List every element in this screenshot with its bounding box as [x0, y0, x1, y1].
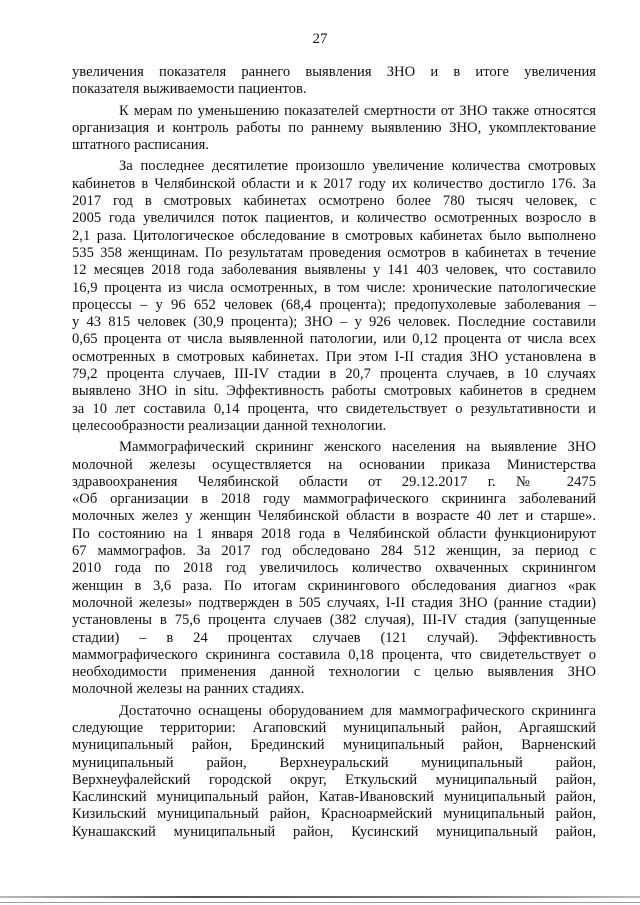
text-line: необходимости применения данной технологии с целью выявления ЗНО: [72, 664, 596, 681]
paragraph-4: [72, 439, 596, 698]
text-line: установлены в 75,6 процента случаев (382 случая), III-IV стадия (запущенные: [72, 612, 596, 629]
text-line: По состоянию на 1 января 2018 года в Челябинской области функционируют: [72, 525, 596, 542]
text-line: За последнее десятилетие произошло увеличение количества смотровых: [119, 158, 596, 175]
text-line: 16,9 процента из числа осмотренных, в том числе: хронические патологические: [72, 279, 596, 296]
text-line: организация и контроль работы по раннему выявлению ЗНО, укомплектование: [72, 119, 596, 136]
text-line: стадии) – в 24 процентах случаев (121 случай). Эффективность: [72, 629, 596, 646]
page-number: 27: [312, 31, 328, 47]
text-line: следующие территории: Агаповский муниципальный район, Аргаяшский: [72, 719, 596, 736]
document-body: [72, 64, 596, 841]
text-line: К мерам по уменьшению показателей смертности от ЗНО также относятся: [119, 102, 596, 119]
text-line: 79,2 процента случаев, III-IV стадии в 20,7 процента случаев, в 10 случаях: [72, 366, 596, 383]
text-line: выявлено ЗНО in situ. Эффективность работы смотровых кабинетов в среднем: [72, 383, 596, 400]
text-line: «Об организации в 2018 году маммографического скрининга заболеваний: [72, 491, 596, 508]
text-line: штатного расписания.: [72, 137, 209, 154]
text-line: молочной железы» подтвержден в 505 случаях, I-II стадия ЗНО (ранние стадии): [72, 594, 596, 611]
text-line: 67 маммографов. За 2017 год обследовано 284 512 женщин, за период с: [72, 543, 596, 560]
text-line: молочных желез у женщин Челябинской области в возрасте 40 лет и старше».: [72, 508, 596, 525]
paragraph-2: [72, 103, 596, 155]
text-line: здравоохранения Челябинской области от 29.12.2017 г. № 2475: [72, 473, 596, 490]
text-line: молочной железы на ранних стадиях.: [72, 681, 305, 698]
text-line: женщин в 3,6 раза. По итогам скринингового обследования диагноз «рак: [72, 577, 596, 594]
text-line: за 10 лет составила 0,14 процента, что свидетельствует о результативности и: [72, 400, 596, 417]
text-line: молочной железы осуществляется на основании приказа Министерства: [72, 456, 596, 473]
text-line: процессы – у 96 652 человек (68,4 процента); предопухолевые заболевания –: [72, 296, 596, 313]
text-line: муниципальный район, Верхнеуральский муниципальный район,: [72, 754, 596, 771]
text-line: кабинетов в Челябинской области и к 2017 году их количество достигло 176. За: [72, 175, 596, 192]
paragraph-5: [72, 703, 596, 841]
text-line: 0,65 процента от числа выявленной патологии, или 0,12 процента от числа всех: [72, 331, 596, 348]
paragraph-1: [72, 64, 596, 99]
text-line: показателя выживаемости пациентов.: [72, 81, 307, 98]
text-line: Кизильский муниципальный район, Красноармейский муниципальный район,: [72, 806, 596, 823]
text-line: муниципальный район, Брединский муниципальный район, Варненский: [72, 737, 596, 754]
text-line: увеличения показателя раннего выявления ЗНО и в итоге увеличения: [72, 64, 596, 80]
text-line: Верхнеуфалейский городской округ, Еткульский муниципальный район,: [72, 771, 596, 788]
text-line: целесообразности реализации данной технологии.: [72, 417, 387, 434]
text-line: маммографического скрининга составила 0,18 процента, что свидетельствует о: [72, 646, 596, 663]
text-line: 2005 года увеличился поток пациентов, и количество осмотренных возросло в: [72, 210, 596, 227]
text-line: Каслинский муниципальный район, Катав-Ивановский муниципальный район,: [72, 789, 596, 806]
text-line: 2010 года по 2018 год увеличилось количество охваченных скринингом: [72, 560, 596, 577]
text-line: 2,1 раза. Цитологическое обследование в смотровых кабинетах было выполнено: [72, 227, 596, 244]
text-line: Маммографический скрининг женского населения на выявление ЗНО: [119, 439, 596, 456]
text-line: 535 358 женщинам. По результатам проведения осмотров в кабинетах в течение: [72, 244, 596, 261]
scan-edge-shadow: [0, 896, 640, 898]
scan-edge-line: [0, 902, 640, 903]
text-line: осмотренных в смотровых кабинетах. При этом I-II стадия ЗНО установлена в: [72, 348, 596, 365]
paragraph-3: [72, 158, 596, 435]
text-line: 2017 год в смотровых кабинетах осмотрено более 780 тысяч человек, с: [72, 193, 596, 210]
text-line: Кунашакский муниципальный район, Кусинский муниципальный район,: [72, 823, 596, 840]
text-line: 12 месяцев 2018 года заболевания выявлены у 141 403 человек, что составило: [72, 262, 596, 279]
text-line: Достаточно оснащены оборудованием для маммографического скрининга: [119, 702, 596, 719]
text-line: у 43 815 человек (30,9 процента); ЗНО – у 926 человек. Последние составили: [72, 314, 596, 331]
